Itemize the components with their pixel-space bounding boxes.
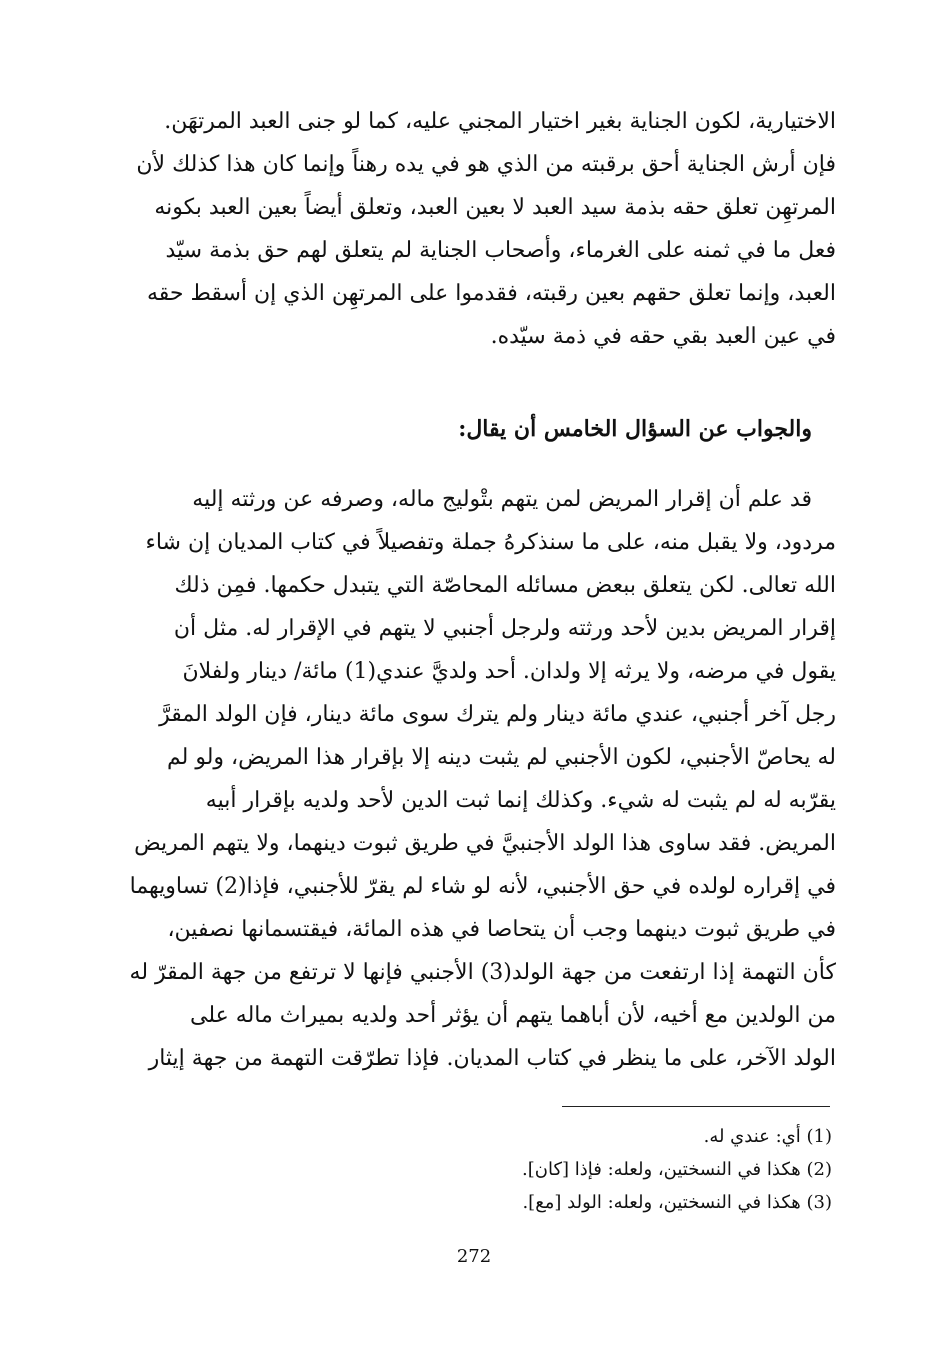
text-line: يقرّبه له لم يثبت له شيء. وكذلك إنما ثبت الدين لأحد ولديه بإقرار أبيه [205,788,836,813]
text-line: مردود، ولا يقبل منه، على ما سنذكرهُ جملة وتفصيلاً في كتاب المديان إن شاء [145,530,836,555]
text-line: من الولدين مع أخيه، لأن أباهما يتهم أن يؤثر أحد ولديه بميراث ماله على [190,1003,836,1028]
section-heading: والجواب عن السؤال الخامس أن يقال: [458,416,812,442]
footnote: (3) هكذا في النسختين، ولعله: الولد [مع]. [522,1192,832,1213]
footnote: (1) أي: عندي له. [703,1126,832,1147]
text-line: إقرار المريض بدين لأحد ورثته ولرجل أجنبي لا يتهم في الإقرار له. مثل أن [173,616,836,641]
footnotes [100,1120,836,1219]
text-line: في طريق ثبوت دينهما وجب أن يتحاصا في هذه المائة، فيقتسمانها نصفين، [167,917,836,942]
text-line: يقول في مرضه، ولا يرثه إلا ولدان. أحد ولديَّ عندي(1) مائة/ دينار ولفلانَ [182,659,836,684]
footnote-divider [562,1106,830,1107]
text-line: رجل آخر أجنبي، عندي مائة دينار ولم يترك سوى مائة دينار، فإن الولد المقرَّ [159,702,836,727]
text-line: كأن التهمة إذا ارتفعت من جهة الولد(3) الأجنبي فإنها لا ترتفع من جهة المقرّ له [129,960,836,985]
text-line: الولد الآخر، على ما ينظر في كتاب المديان. فإذا تطرّقت التهمة من جهة إيثار [148,1046,836,1071]
text-line: في عين العبد بقي حقه في ذمة سيّده. [490,324,836,349]
paragraph-2 [100,478,836,1080]
text-line: قد علم أن إقرار المريض لمن يتهم بتْوليج ماله، وصرفه عن ورثته إليه [192,487,812,512]
text-line: الله تعالى. لكن يتعلق ببعض مسائله المحاصّة التي يتبدل حكمها. فمِن ذلك [174,573,836,598]
paragraph-1 [100,100,836,358]
text-line: المريض. فقد ساوى هذا الولد الأجنبيَّ في طريق ثبوت دينهما، ولا يتهم المريض [134,831,836,856]
text-line: فإن أرش الجناية أحق برقبته من الذي هو في يده رهناً وإنما كان هذا كذلك لأن [136,152,836,177]
text-line: فعل ما في ثمنه على الغرماء، وأصحاب الجناية لم يتعلق لهم حق بذمة سيّد [165,238,836,263]
text-line: له يحاصّ الأجنبي، لكون الأجنبي لم يثبت دينه إلا بإقرار هذا المريض، ولو لم [167,745,836,770]
text-line: في إقراره لولده في حق الأجنبي، لأنه لو شاء لم يقرّ للأجنبي، فإذا(2) تساويهما [129,874,836,899]
text-line: العبد، وإنما تعلق حقهم بعين رقبته، فقدموا على المرتهِن الذي إن أسقط حقه [146,281,836,306]
page-number: 272 [456,1246,492,1267]
text-line: الاختيارية، لكون الجناية بغير اختيار المجني عليه، كما لو جنى العبد المرتهَن. [164,109,836,134]
text-line: المرتهِن تعلق حقه بذمة سيد العبد لا بعين العبد، وتعلق أيضاً بعين العبد بكونه [154,195,836,220]
footnote: (2) هكذا في النسختين، ولعله: فإذا [كان]. [522,1159,832,1180]
